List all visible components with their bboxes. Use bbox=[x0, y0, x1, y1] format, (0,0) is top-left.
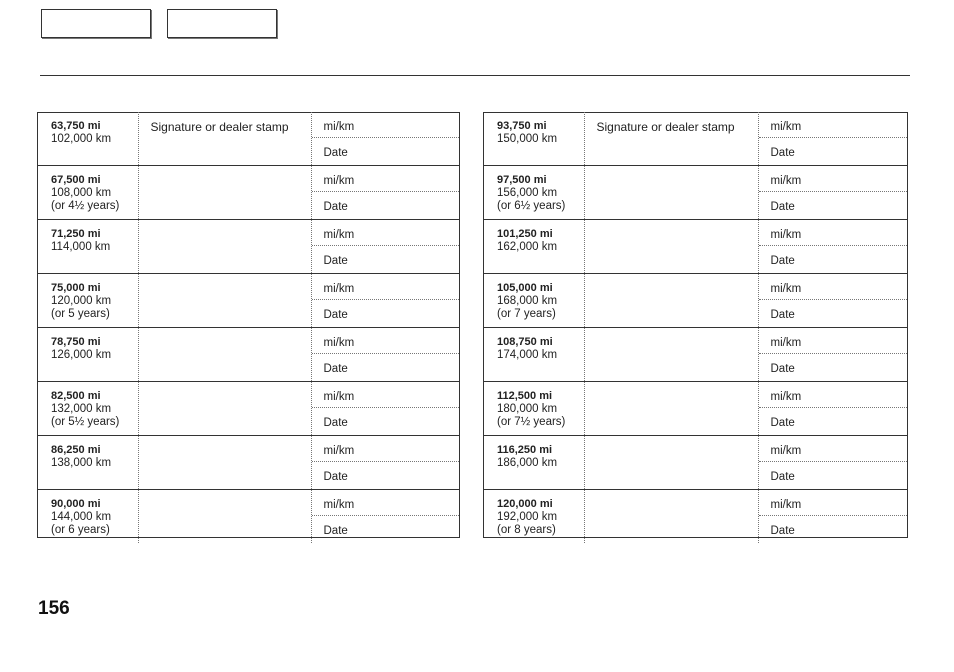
signature-cell[interactable] bbox=[138, 436, 311, 490]
signature-cell[interactable] bbox=[584, 490, 758, 544]
interval-km: 114,000 km bbox=[51, 241, 111, 253]
table-row bbox=[484, 166, 907, 220]
table-row bbox=[484, 382, 907, 436]
interval-cell bbox=[38, 166, 138, 220]
date-field[interactable]: Date bbox=[770, 525, 795, 537]
interval-km: 138,000 km bbox=[51, 457, 112, 469]
interval-years: (or 7 years) bbox=[497, 308, 556, 320]
right-maintenance-table bbox=[484, 112, 907, 543]
interval-miles: 105,000 mi bbox=[497, 282, 553, 294]
signature-cell[interactable] bbox=[584, 274, 758, 328]
interval-years: (or 7½ years) bbox=[497, 416, 566, 428]
record-cell bbox=[758, 166, 907, 220]
table-row bbox=[38, 220, 459, 274]
record-cell bbox=[311, 436, 459, 490]
table-row bbox=[38, 490, 459, 544]
signature-cell[interactable] bbox=[584, 166, 758, 220]
signature-header: Signature or dealer stamp bbox=[596, 120, 735, 134]
record-cell bbox=[758, 436, 907, 490]
table-row bbox=[38, 328, 459, 382]
interval-miles: 71,250 mi bbox=[51, 228, 101, 240]
date-field[interactable]: Date bbox=[323, 525, 348, 537]
interval-cell bbox=[484, 328, 584, 382]
date-field[interactable]: Date bbox=[770, 417, 795, 429]
interval-years: (or 6½ years) bbox=[497, 200, 566, 212]
mikm-field[interactable]: mi/km bbox=[312, 490, 460, 516]
interval-km: 126,000 km bbox=[51, 349, 112, 361]
table-row bbox=[484, 490, 907, 544]
interval-miles: 108,750 mi bbox=[497, 336, 553, 348]
interval-miles: 63,750 mi bbox=[51, 120, 101, 132]
table-row bbox=[484, 328, 907, 382]
interval-km: 186,000 km bbox=[497, 457, 558, 469]
interval-km: 120,000 km bbox=[51, 295, 112, 307]
nav-tab-2[interactable] bbox=[167, 9, 277, 38]
nav-tab-1[interactable] bbox=[41, 9, 151, 38]
interval-miles: 120,000 mi bbox=[497, 498, 553, 510]
interval-cell bbox=[38, 112, 138, 166]
signature-cell[interactable] bbox=[584, 382, 758, 436]
signature-cell[interactable] bbox=[138, 328, 311, 382]
mikm-field[interactable]: mi/km bbox=[312, 112, 460, 138]
interval-cell bbox=[38, 274, 138, 328]
mikm-field[interactable]: mi/km bbox=[312, 328, 460, 354]
signature-cell[interactable] bbox=[584, 328, 758, 382]
interval-years: (or 5½ years) bbox=[51, 416, 120, 428]
interval-km: 168,000 km bbox=[497, 295, 558, 307]
date-field[interactable]: Date bbox=[770, 201, 795, 213]
interval-cell bbox=[484, 112, 584, 166]
interval-km: 162,000 km bbox=[497, 241, 558, 253]
mikm-field[interactable]: mi/km bbox=[759, 112, 908, 138]
record-cell bbox=[311, 112, 459, 166]
mikm-field[interactable]: mi/km bbox=[759, 220, 908, 246]
table-row bbox=[484, 436, 907, 490]
interval-cell bbox=[484, 220, 584, 274]
record-cell bbox=[311, 382, 459, 436]
record-cell bbox=[758, 382, 907, 436]
interval-miles: 86,250 mi bbox=[51, 444, 101, 456]
table-row bbox=[38, 436, 459, 490]
interval-cell bbox=[38, 490, 138, 544]
signature-cell[interactable] bbox=[138, 274, 311, 328]
signature-cell[interactable] bbox=[584, 436, 758, 490]
signature-cell[interactable] bbox=[138, 112, 311, 166]
mikm-field[interactable]: mi/km bbox=[759, 382, 908, 408]
date-field[interactable]: Date bbox=[770, 363, 795, 375]
signature-cell[interactable] bbox=[138, 382, 311, 436]
interval-miles: 75,000 mi bbox=[51, 282, 101, 294]
signature-cell[interactable] bbox=[138, 220, 311, 274]
record-cell bbox=[758, 490, 907, 544]
interval-cell bbox=[38, 328, 138, 382]
interval-miles: 112,500 mi bbox=[497, 390, 553, 402]
left-maintenance-table bbox=[38, 112, 459, 543]
signature-cell[interactable] bbox=[584, 112, 758, 166]
record-cell bbox=[758, 220, 907, 274]
interval-km: 156,000 km bbox=[497, 187, 558, 199]
interval-years: (or 6 years) bbox=[51, 524, 110, 536]
interval-cell bbox=[484, 166, 584, 220]
interval-km: 102,000 km bbox=[51, 133, 112, 145]
mikm-field[interactable]: mi/km bbox=[759, 274, 908, 300]
interval-km: 174,000 km bbox=[497, 349, 558, 361]
date-field[interactable]: Date bbox=[323, 363, 348, 375]
mikm-field[interactable]: mi/km bbox=[759, 166, 908, 192]
record-cell bbox=[758, 328, 907, 382]
date-field[interactable]: Date bbox=[323, 147, 348, 159]
mikm-field[interactable]: mi/km bbox=[759, 328, 908, 354]
interval-cell bbox=[484, 436, 584, 490]
record-cell bbox=[311, 328, 459, 382]
signature-cell[interactable] bbox=[138, 166, 311, 220]
table-row bbox=[38, 112, 459, 166]
interval-miles: 116,250 mi bbox=[497, 444, 553, 456]
interval-cell bbox=[484, 274, 584, 328]
interval-cell bbox=[38, 436, 138, 490]
interval-km: 192,000 km bbox=[497, 511, 558, 523]
interval-miles: 101,250 mi bbox=[497, 228, 553, 240]
date-field[interactable]: Date bbox=[323, 471, 348, 483]
table-row bbox=[484, 220, 907, 274]
record-cell bbox=[311, 274, 459, 328]
table-row bbox=[38, 274, 459, 328]
mikm-field[interactable]: mi/km bbox=[759, 436, 908, 462]
interval-miles: 93,750 mi bbox=[497, 120, 547, 132]
interval-miles: 67,500 mi bbox=[51, 174, 101, 186]
interval-cell bbox=[484, 382, 584, 436]
interval-miles: 82,500 mi bbox=[51, 390, 101, 402]
signature-cell[interactable] bbox=[138, 490, 311, 544]
date-field[interactable]: Date bbox=[323, 309, 348, 321]
interval-km: 108,000 km bbox=[51, 187, 112, 199]
date-field[interactable]: Date bbox=[323, 255, 348, 267]
mikm-field[interactable]: mi/km bbox=[759, 490, 908, 516]
record-cell bbox=[758, 112, 907, 166]
record-cell bbox=[758, 274, 907, 328]
interval-miles: 90,000 mi bbox=[51, 498, 101, 510]
interval-years: (or 5 years) bbox=[51, 308, 110, 320]
date-field[interactable]: Date bbox=[770, 147, 795, 159]
interval-years: (or 4½ years) bbox=[51, 200, 120, 212]
interval-km: 132,000 km bbox=[51, 403, 112, 415]
interval-km: 180,000 km bbox=[497, 403, 558, 415]
mikm-field[interactable]: mi/km bbox=[312, 436, 460, 462]
date-field[interactable]: Date bbox=[770, 471, 795, 483]
interval-miles: 78,750 mi bbox=[51, 336, 101, 348]
page-number: 156 bbox=[38, 598, 70, 619]
record-cell bbox=[311, 490, 459, 544]
mikm-field[interactable]: mi/km bbox=[312, 220, 460, 246]
date-field[interactable]: Date bbox=[770, 309, 795, 321]
header-divider bbox=[40, 75, 910, 76]
interval-cell bbox=[484, 490, 584, 544]
date-field[interactable]: Date bbox=[323, 201, 348, 213]
table-row bbox=[484, 112, 907, 166]
interval-cell bbox=[38, 220, 138, 274]
signature-header: Signature or dealer stamp bbox=[150, 120, 289, 134]
mikm-field[interactable]: mi/km bbox=[312, 382, 460, 408]
date-field[interactable]: Date bbox=[323, 417, 348, 429]
signature-cell[interactable] bbox=[584, 220, 758, 274]
date-field[interactable]: Date bbox=[770, 255, 795, 267]
table-row bbox=[38, 382, 459, 436]
record-cell bbox=[311, 220, 459, 274]
mikm-field[interactable]: mi/km bbox=[312, 166, 460, 192]
interval-cell bbox=[38, 382, 138, 436]
interval-km: 144,000 km bbox=[51, 511, 112, 523]
mikm-field[interactable]: mi/km bbox=[312, 274, 460, 300]
table-row bbox=[484, 274, 907, 328]
interval-miles: 97,500 mi bbox=[497, 174, 547, 186]
table-row bbox=[38, 166, 459, 220]
record-cell bbox=[311, 166, 459, 220]
interval-km: 150,000 km bbox=[497, 133, 558, 145]
interval-years: (or 8 years) bbox=[497, 524, 556, 536]
